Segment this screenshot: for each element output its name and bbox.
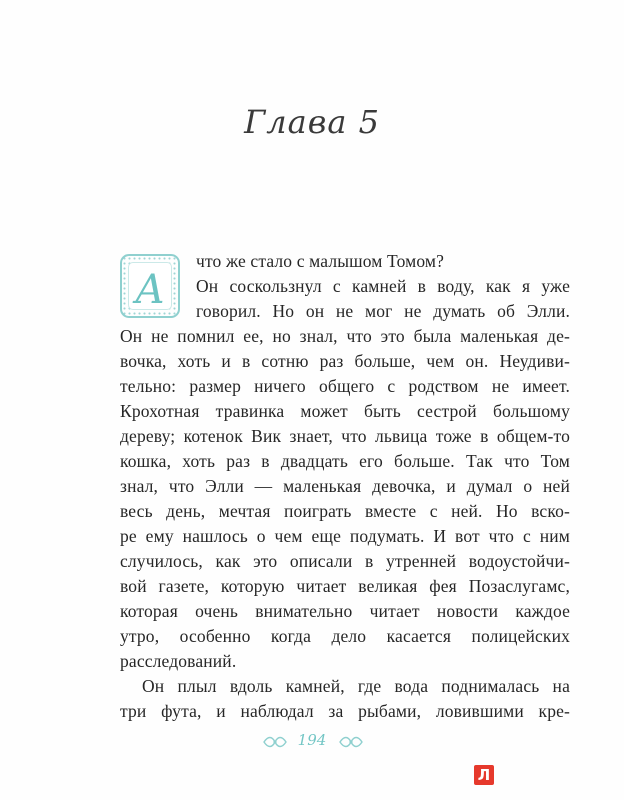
text-line-17: расследований. — [120, 651, 237, 671]
text-line-8: дереву; котенок Вик знает, что львица тоже в общем-то — [120, 426, 570, 446]
text-line-14: вой газете, которую читает великая фея Позаслугамс, — [120, 576, 570, 596]
text-line-1: что же стало с малышом Томом? — [196, 251, 445, 271]
ornament-bow-right-icon — [338, 736, 364, 748]
text-line-10: знал, что Элли — маленькая девочка, и думал о ней — [120, 476, 570, 496]
text-line-19: три фута, и наблюдал за рыбами, ловившими кре- — [120, 701, 570, 721]
page-footer — [0, 730, 624, 754]
text-line-5: вочка, хоть и в сотню раз больше, чем он. Неудиви- — [120, 351, 570, 371]
text-line-4: Он не помнил ее, но знал, что это была маленькая де- — [120, 326, 570, 346]
text-line-12: ре ему нашлось о чем еще подумать. И вот что с ним — [120, 526, 570, 546]
text-line-16: утро, особенно когда дело касается полицейских — [120, 626, 570, 646]
text-line-3: говорил. Но он не мог не думать об Элли. — [196, 301, 570, 321]
text-line-9: кошка, хоть раз в двадцать его больше. Так что Том — [120, 451, 570, 471]
text-line-6: тельно: размер ничего общего с родством не имеет. — [120, 376, 570, 396]
page-number: 194 — [297, 731, 327, 749]
text-line-11: весь день, мечтая поиграть вместе с ней. Но вско- — [120, 501, 570, 521]
text-line-7: Крохотная травинка может быть сестрой большому — [120, 401, 570, 421]
text-line-13: случилось, как это описали в утренней водоустойчи- — [120, 551, 570, 571]
ornament-bow-left-icon — [262, 736, 288, 748]
drop-cap-inner — [128, 262, 172, 313]
text-line-2: Он соскользнул с камней в воду, как я уже — [196, 276, 570, 296]
drop-cap-frame — [120, 254, 180, 318]
chapter-title: Глава 5 — [244, 103, 380, 141]
text-line-18: Он плыл вдоль камней, где вода поднималась на — [142, 676, 570, 696]
drop-cap-letter: А — [134, 267, 166, 313]
publisher-logo-icon: Л — [474, 765, 494, 785]
text-line-15: которая очень внимательно читает новости каждое — [120, 601, 570, 621]
